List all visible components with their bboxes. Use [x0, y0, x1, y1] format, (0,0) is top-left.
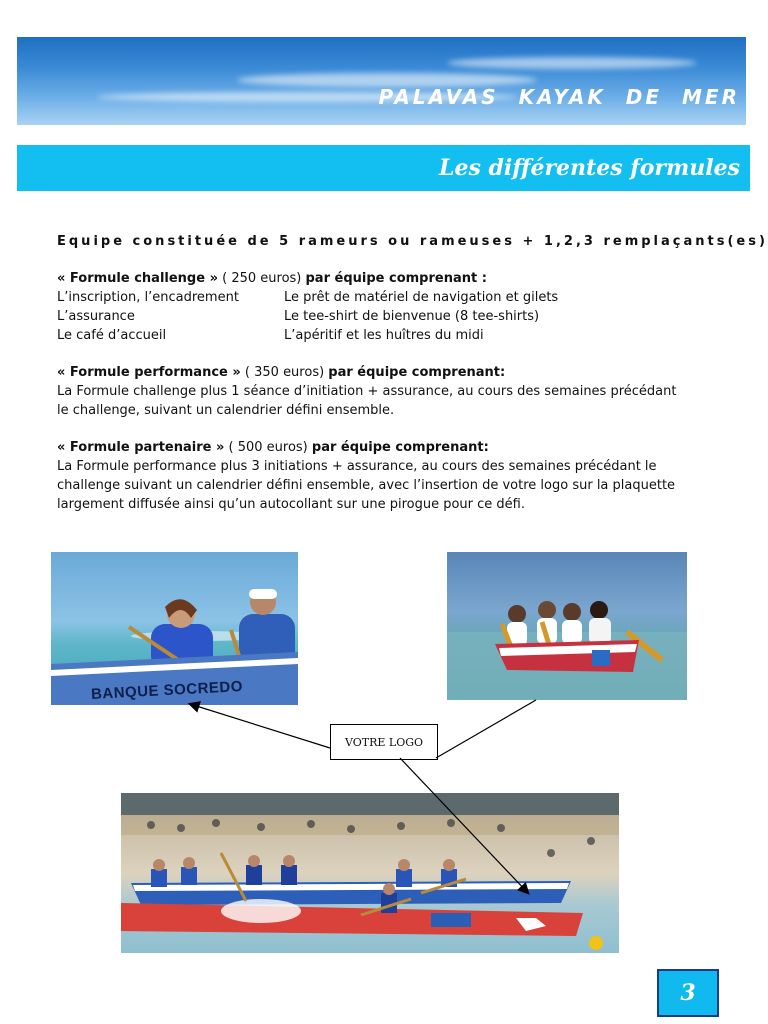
formula-name: « Formule partenaire » [57, 440, 225, 455]
item-right: Le prêt de matériel de navigation et gilets [284, 290, 559, 305]
formula-suffix: par équipe comprenant : [305, 271, 487, 286]
cloud [447, 57, 697, 69]
photo-rowers-boat [51, 552, 298, 705]
page-number: 3 [657, 969, 719, 1017]
formula-challenge-heading [57, 269, 697, 288]
formula-price: ( 500 euros) [224, 440, 312, 455]
formula-description: La Formule challenge plus 1 séance d’initiation + assurance, au cours des semaines précédant [57, 384, 677, 399]
arrow-to-photo2 [436, 700, 536, 758]
list-item [57, 307, 697, 326]
formulas-content [57, 232, 768, 532]
item-right: L’apéritif et les huîtres du midi [284, 328, 484, 343]
formula-name: « Formule performance » [57, 365, 241, 380]
formula-performance [57, 363, 697, 420]
list-item [57, 326, 697, 345]
arrow-to-photo1 [190, 704, 330, 748]
photo-illustration [447, 552, 687, 700]
formula-description: largement diffusée ainsi qu’un autocollant sur une pirogue pour ce défi. [57, 497, 525, 512]
item-left: Le café d’accueil [57, 328, 167, 343]
boat-sponsor-text: BANQUE SOCREDO [90, 678, 244, 703]
formula-partenaire-heading [57, 438, 697, 457]
photo-beach-race [121, 793, 619, 953]
item-left: L’inscription, l’encadrement [57, 290, 239, 305]
formula-description: le challenge, suivant un calendrier défini ensemble. [57, 403, 395, 418]
photo-illustration [121, 793, 619, 953]
header-banner [17, 37, 746, 125]
formula-performance-heading [57, 363, 697, 382]
your-logo-placeholder: VOTRE LOGO [330, 724, 438, 760]
item-left: L’assurance [57, 309, 135, 324]
section-title: Les différentes formules [439, 155, 740, 181]
team-intro: Equipe constituée de 5 rameurs ou rameuses + 1,2,3 remplaçants(es) [57, 234, 768, 249]
item-right: Le tee-shirt de bienvenue (8 tee-shirts) [284, 309, 540, 324]
formula-price: ( 350 euros) [240, 365, 329, 380]
formula-description: La Formule performance plus 3 initiations + assurance, au cours des semaines précédant le [57, 459, 657, 474]
formula-suffix: par équipe comprenant: [311, 440, 489, 455]
formula-partenaire [57, 438, 697, 514]
banner-title: PALAVAS KAYAK DE MER [378, 85, 740, 109]
formula-challenge [57, 269, 697, 345]
formula-description: challenge suivant un calendrier défini ensemble, avec l’insertion de votre logo sur la plaquette [57, 478, 676, 493]
formula-suffix: par équipe comprenant: [328, 365, 506, 380]
photo-team-canoe [447, 552, 687, 700]
section-bar [17, 145, 750, 191]
formula-name: « Formule challenge » [57, 271, 218, 286]
list-item [57, 288, 697, 307]
formula-price: ( 250 euros) [217, 271, 306, 286]
